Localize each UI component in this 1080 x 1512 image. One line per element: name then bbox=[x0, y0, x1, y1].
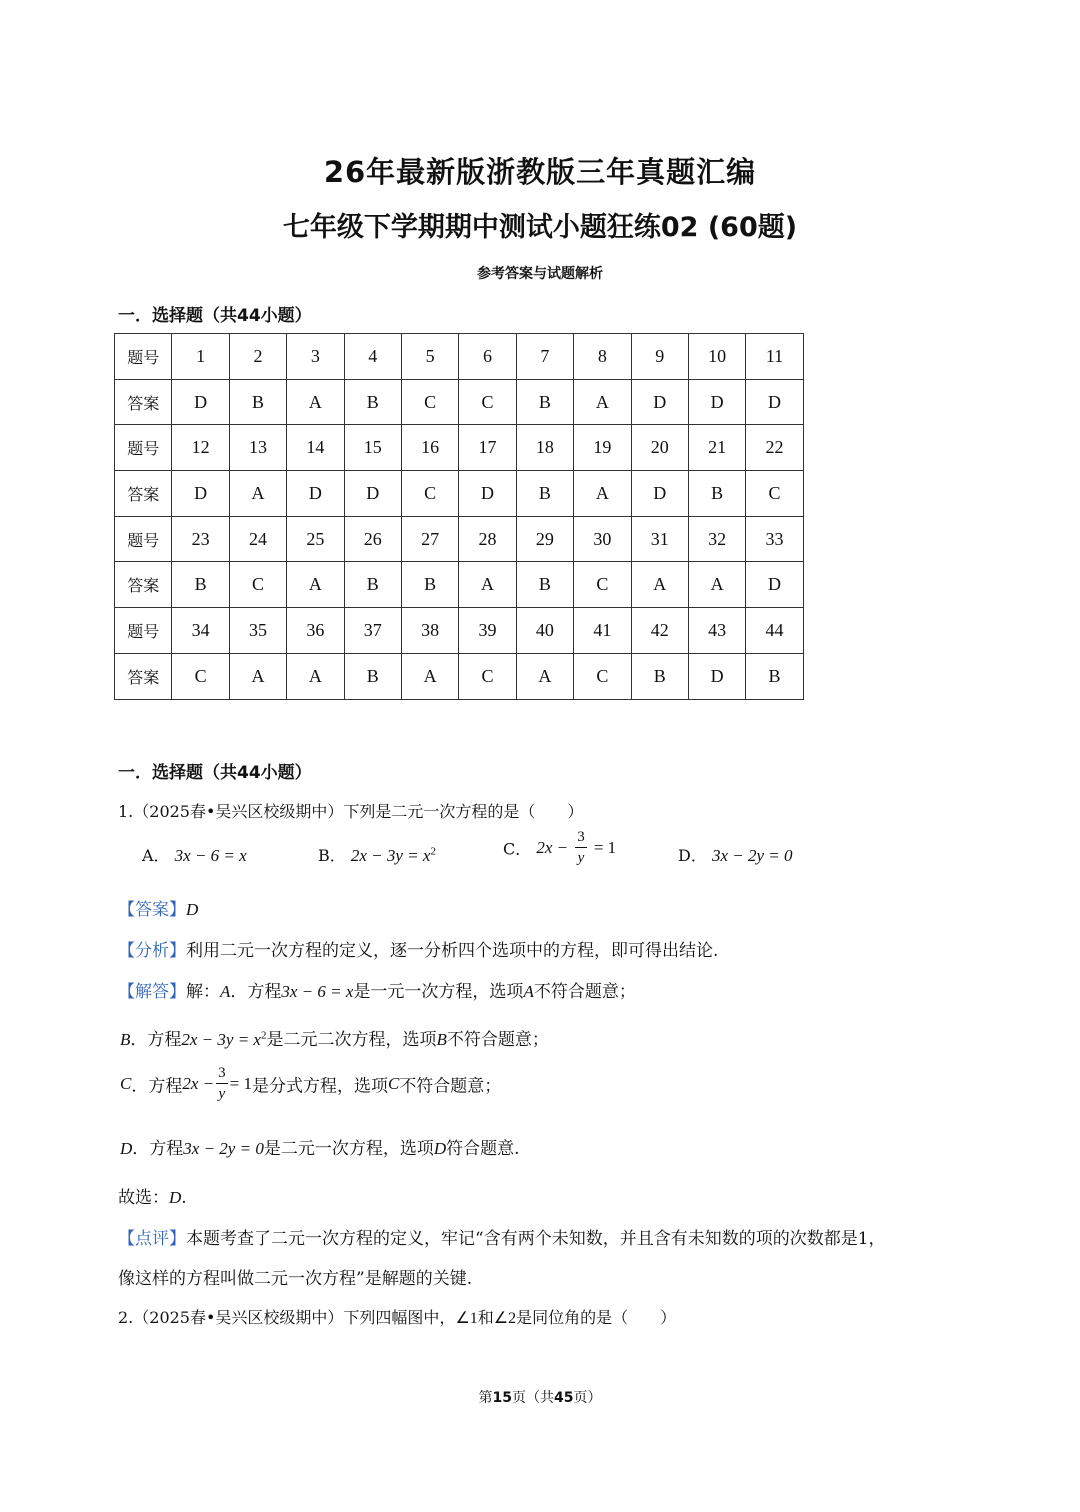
row-label-answer: 答案 bbox=[115, 471, 172, 517]
section-heading-questions: 一．选择题（共44小题） bbox=[118, 763, 312, 783]
question-number-cell: 10 bbox=[688, 334, 745, 380]
question-number-cell: 35 bbox=[229, 608, 286, 654]
question-number-cell: 41 bbox=[574, 608, 631, 654]
answer-cell: A bbox=[516, 653, 573, 699]
solution-c-letter2: C bbox=[387, 1074, 400, 1093]
solution-c-letter: C bbox=[120, 1074, 132, 1093]
q1-analysis-line bbox=[118, 936, 718, 961]
answer-cell: B bbox=[516, 471, 573, 517]
answer-cell: C bbox=[401, 379, 458, 425]
solution-a-expression: 3x − 6 = x bbox=[281, 982, 354, 1001]
question-number-cell: 8 bbox=[574, 334, 631, 380]
q1-answer-line bbox=[118, 895, 198, 920]
answer-cell: D bbox=[344, 471, 401, 517]
option-c-expression-pre: 2x − bbox=[536, 838, 569, 857]
question-number-cell: 9 bbox=[631, 334, 688, 380]
row-label-answer: 答案 bbox=[115, 562, 172, 608]
solution-b-letter2: B bbox=[436, 1030, 447, 1049]
q1-option-b bbox=[318, 843, 436, 866]
solution-d-text: 是二元一次方程，选项 bbox=[263, 1139, 434, 1159]
question-number-cell: 36 bbox=[287, 608, 344, 654]
solution-d-end: 符合题意. bbox=[446, 1139, 520, 1159]
question-number-cell: 23 bbox=[172, 516, 229, 562]
solution-b-text: 是二元二次方程，选项 bbox=[266, 1030, 437, 1050]
question-number-cell: 20 bbox=[631, 425, 688, 471]
question-number-cell: 17 bbox=[459, 425, 516, 471]
q1-solution-line-c bbox=[120, 1066, 501, 1102]
answer-cell: D bbox=[287, 471, 344, 517]
solution-a-letter2: A bbox=[523, 982, 534, 1001]
answer-cell: C bbox=[459, 653, 516, 699]
table-row-question-numbers bbox=[115, 334, 804, 380]
row-label-question: 题号 bbox=[115, 334, 172, 380]
question-number-cell: 33 bbox=[746, 516, 803, 562]
footer-total-pages: 45 bbox=[554, 1390, 574, 1406]
question-number-cell: 14 bbox=[287, 425, 344, 471]
answer-cell: D bbox=[172, 379, 229, 425]
solution-c-end: 不符合题意； bbox=[399, 1076, 502, 1097]
question-number-cell: 19 bbox=[574, 425, 631, 471]
choose-end: . bbox=[181, 1188, 187, 1208]
angle-1: ∠1 bbox=[455, 1310, 478, 1327]
answer-cell: D bbox=[688, 379, 745, 425]
answer-cell: B bbox=[746, 653, 803, 699]
row-label-answer: 答案 bbox=[115, 653, 172, 699]
solution-c-mid: ．方程 bbox=[131, 1076, 183, 1097]
answer-table bbox=[114, 333, 804, 700]
option-c-fraction-numerator: 3 bbox=[575, 830, 587, 848]
answer-cell: B bbox=[344, 379, 401, 425]
question-number-cell: 26 bbox=[344, 516, 401, 562]
answer-cell: D bbox=[631, 379, 688, 425]
q1-solution-line-b bbox=[120, 1025, 549, 1050]
solution-d-expression: 3x − 2y = 0 bbox=[183, 1139, 264, 1158]
answer-cell: C bbox=[172, 653, 229, 699]
answer-cell: A bbox=[574, 471, 631, 517]
question-number-cell: 12 bbox=[172, 425, 229, 471]
solution-d-mid: ．方程 bbox=[132, 1139, 184, 1159]
q1-comment-line-1 bbox=[118, 1224, 886, 1249]
q1-comment-line-2: 像这样的方程叫做二元一次方程”是解题的关键. bbox=[118, 1269, 473, 1289]
footer-mid: 页（共 bbox=[512, 1390, 554, 1406]
option-c-fraction bbox=[575, 830, 587, 866]
q1-solution-line-a bbox=[118, 977, 636, 1002]
q1-option-a bbox=[142, 843, 247, 866]
solution-c-fraction-numerator: 3 bbox=[216, 1066, 228, 1084]
document-subtitle: 七年级下学期期中测试小题狂练02 (60题) bbox=[282, 212, 798, 243]
row-label-question: 题号 bbox=[115, 425, 172, 471]
answer-cell: D bbox=[746, 562, 803, 608]
question-2-stem bbox=[118, 1305, 676, 1328]
question-number-cell: 44 bbox=[746, 608, 803, 654]
question-number-cell: 5 bbox=[401, 334, 458, 380]
solution-a-end: 不符合题意； bbox=[533, 982, 636, 1002]
question-number-cell: 39 bbox=[459, 608, 516, 654]
question-number-cell: 13 bbox=[229, 425, 286, 471]
answer-cell: A bbox=[459, 562, 516, 608]
table-row-answers bbox=[115, 562, 804, 608]
option-c-expression-post: = 1 bbox=[593, 838, 617, 857]
answer-cell: D bbox=[459, 471, 516, 517]
table-row-question-numbers bbox=[115, 425, 804, 471]
answer-cell: A bbox=[574, 379, 631, 425]
option-c-fraction-denominator: y bbox=[577, 850, 585, 866]
section-heading-answers: 一．选择题（共44小题） bbox=[118, 306, 312, 326]
solution-a-text: 是一元一次方程，选项 bbox=[353, 982, 524, 1002]
question-number-cell: 29 bbox=[516, 516, 573, 562]
footer-prefix: 第 bbox=[478, 1390, 493, 1406]
choose-text: 故选： bbox=[118, 1188, 169, 1208]
answer-cell: A bbox=[401, 653, 458, 699]
question-number-cell: 6 bbox=[459, 334, 516, 380]
option-a-label: A． bbox=[142, 846, 170, 865]
answer-cell: B bbox=[344, 653, 401, 699]
row-label-question: 题号 bbox=[115, 516, 172, 562]
solution-tag: 【解答】 bbox=[118, 982, 186, 1002]
answer-cell: A bbox=[287, 379, 344, 425]
answer-cell: A bbox=[688, 562, 745, 608]
solution-b-letter: B bbox=[120, 1030, 131, 1049]
answer-cell: A bbox=[229, 471, 286, 517]
table-row-question-numbers bbox=[115, 608, 804, 654]
solution-b-expression: 2x − 3y = x bbox=[181, 1030, 261, 1049]
question-number-cell: 24 bbox=[229, 516, 286, 562]
question-number-cell: 42 bbox=[631, 608, 688, 654]
question-number-cell: 15 bbox=[344, 425, 401, 471]
solution-d-letter2: D bbox=[433, 1139, 447, 1158]
answer-cell: A bbox=[229, 653, 286, 699]
answer-cell: B bbox=[344, 562, 401, 608]
question-number-cell: 18 bbox=[516, 425, 573, 471]
q1-solution-line-d bbox=[120, 1134, 520, 1159]
answer-value: D bbox=[186, 900, 199, 919]
answer-cell: B bbox=[516, 379, 573, 425]
question-2-stem-mid: 和 bbox=[477, 1308, 494, 1327]
question-1-stem: 1.（2025春•吴兴区校级期中）下列是二元一次方程的是（ ） bbox=[118, 802, 584, 821]
solution-c-fraction-denominator: y bbox=[218, 1086, 226, 1102]
question-number-cell: 40 bbox=[516, 608, 573, 654]
question-number-cell: 30 bbox=[574, 516, 631, 562]
document-title: 26年最新版浙教版三年真题汇编 bbox=[323, 155, 757, 189]
answer-cell: A bbox=[631, 562, 688, 608]
page-footer bbox=[0, 1387, 1080, 1407]
choose-value: D bbox=[169, 1188, 182, 1207]
answer-cell: D bbox=[688, 653, 745, 699]
comment-text-1: 本题考查了二元一次方程的定义，牢记“含有两个未知数，并且含有未知数的项的次数都是1， bbox=[186, 1229, 886, 1249]
answer-cell: D bbox=[746, 379, 803, 425]
question-number-cell: 28 bbox=[459, 516, 516, 562]
answer-cell: B bbox=[172, 562, 229, 608]
answer-cell: B bbox=[631, 653, 688, 699]
question-number-cell: 25 bbox=[287, 516, 344, 562]
question-number-cell: 43 bbox=[688, 608, 745, 654]
row-label-question: 题号 bbox=[115, 608, 172, 654]
solution-d-letter: D bbox=[120, 1139, 133, 1158]
question-number-cell: 1 bbox=[172, 334, 229, 380]
footer-page-number: 15 bbox=[492, 1390, 512, 1406]
solution-c-fraction bbox=[216, 1066, 228, 1102]
solution-a-prefix: 解： bbox=[186, 982, 220, 1002]
solution-c-expression-post: = 1 bbox=[229, 1074, 252, 1093]
option-d-expression: 3x − 2y = 0 bbox=[711, 846, 793, 865]
question-2-stem-pre: 2.（2025春•吴兴区校级期中）下列四幅图中， bbox=[118, 1308, 456, 1327]
question-number-cell: 4 bbox=[344, 334, 401, 380]
answer-cell: A bbox=[287, 562, 344, 608]
answer-cell: D bbox=[631, 471, 688, 517]
question-number-cell: 22 bbox=[746, 425, 803, 471]
question-number-cell: 11 bbox=[746, 334, 803, 380]
answer-cell: B bbox=[401, 562, 458, 608]
option-b-label: B． bbox=[318, 846, 346, 865]
row-label-answer: 答案 bbox=[115, 379, 172, 425]
q1-choose-line bbox=[118, 1183, 187, 1208]
question-number-cell: 3 bbox=[287, 334, 344, 380]
option-c-label: C． bbox=[503, 839, 532, 859]
option-d-label: D． bbox=[678, 846, 707, 865]
q1-option-c bbox=[503, 830, 616, 866]
question-number-cell: 21 bbox=[688, 425, 745, 471]
solution-a-mid: ．方程 bbox=[230, 982, 282, 1002]
question-number-cell: 34 bbox=[172, 608, 229, 654]
table-row-answers bbox=[115, 653, 804, 699]
footer-suffix: 页） bbox=[573, 1390, 602, 1406]
question-number-cell: 16 bbox=[401, 425, 458, 471]
question-number-cell: 2 bbox=[229, 334, 286, 380]
answer-cell: D bbox=[172, 471, 229, 517]
solution-b-mid: ．方程 bbox=[130, 1030, 182, 1050]
analysis-text: 利用二元一次方程的定义，逐一分析四个选项中的方程，即可得出结论. bbox=[186, 941, 719, 961]
option-a-expression: 3x − 6 = x bbox=[174, 846, 247, 865]
question-number-cell: 38 bbox=[401, 608, 458, 654]
solution-b-end: 不符合题意； bbox=[446, 1030, 549, 1050]
table-row-answers bbox=[115, 379, 804, 425]
table-row-answers bbox=[115, 471, 804, 517]
question-number-cell: 7 bbox=[516, 334, 573, 380]
analysis-tag: 【分析】 bbox=[118, 941, 186, 961]
answer-cell: C bbox=[574, 562, 631, 608]
question-number-cell: 27 bbox=[401, 516, 458, 562]
answer-cell: C bbox=[746, 471, 803, 517]
solution-c-expression-pre: 2x − bbox=[182, 1074, 215, 1093]
document-caption: 参考答案与试题解析 bbox=[477, 266, 603, 282]
angle-2: ∠2 bbox=[493, 1310, 517, 1327]
q1-option-d bbox=[678, 843, 792, 866]
solution-c-text: 是分式方程，选项 bbox=[251, 1076, 388, 1097]
answer-cell: B bbox=[229, 379, 286, 425]
question-number-cell: 32 bbox=[688, 516, 745, 562]
question-number-cell: 31 bbox=[631, 516, 688, 562]
answer-cell: C bbox=[574, 653, 631, 699]
answer-cell: C bbox=[229, 562, 286, 608]
solution-b-exponent: 2 bbox=[260, 1029, 267, 1042]
answer-cell: B bbox=[688, 471, 745, 517]
option-b-exponent: 2 bbox=[430, 845, 436, 858]
comment-tag: 【点评】 bbox=[118, 1229, 186, 1249]
answer-cell: C bbox=[459, 379, 516, 425]
table-row-question-numbers bbox=[115, 516, 804, 562]
answer-cell: A bbox=[287, 653, 344, 699]
answer-tag: 【答案】 bbox=[118, 900, 186, 920]
solution-a-letter: A bbox=[220, 982, 231, 1001]
option-b-expression: 2x − 3y = x bbox=[350, 846, 431, 865]
answer-cell: C bbox=[401, 471, 458, 517]
question-number-cell: 37 bbox=[344, 608, 401, 654]
answer-cell: B bbox=[516, 562, 573, 608]
question-2-stem-post: 是同位角的是（ ） bbox=[516, 1308, 677, 1327]
